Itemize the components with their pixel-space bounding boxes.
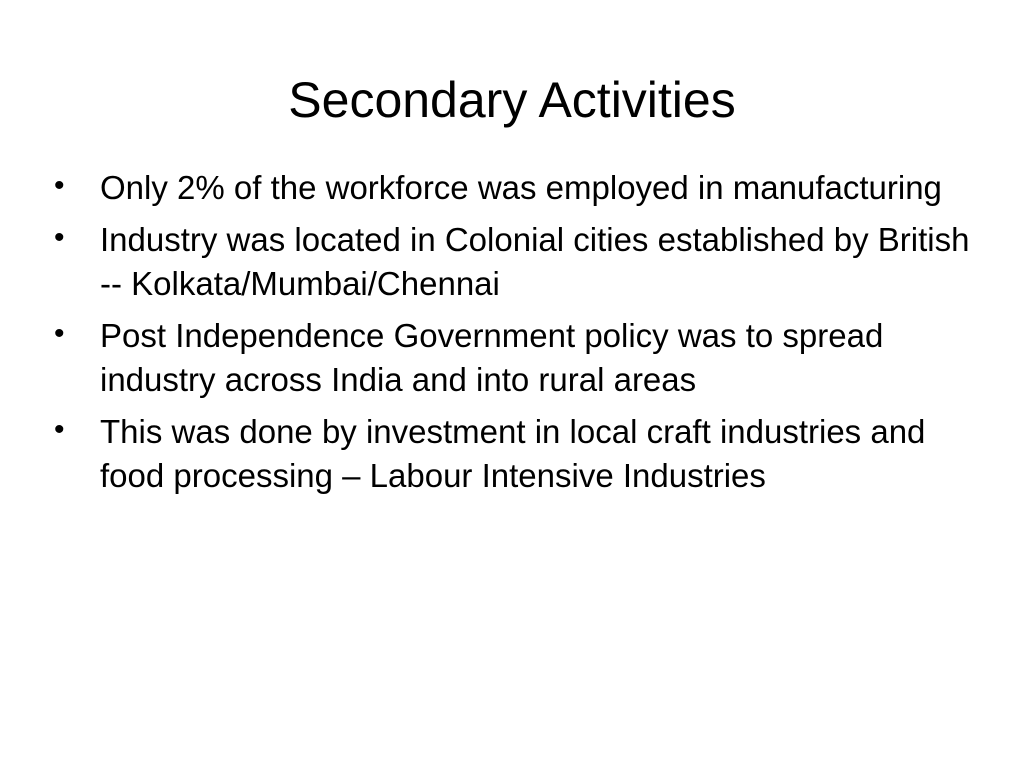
bullet-icon: • (54, 317, 65, 350)
bullet-item (52, 166, 982, 210)
bullet-icon: • (54, 221, 65, 254)
bullet-item (52, 218, 982, 306)
bullet-item (52, 314, 982, 402)
bullet-item (52, 410, 982, 498)
bullet-text: This was done by investment in local craft industries and food processing – Labour Intensive Industries (100, 413, 926, 494)
bullet-text: Industry was located in Colonial cities established by British -- Kolkata/Mumbai/Chennai (100, 221, 970, 302)
bullet-text: Only 2% of the workforce was employed in manufacturing (100, 169, 942, 206)
bullet-icon: • (54, 413, 65, 446)
bullet-list (52, 166, 982, 506)
slide-title: Secondary Activities (288, 72, 736, 128)
bullet-text: Post Independence Government policy was to spread industry across India and into rural areas (100, 317, 884, 398)
bullet-icon: • (54, 169, 65, 202)
